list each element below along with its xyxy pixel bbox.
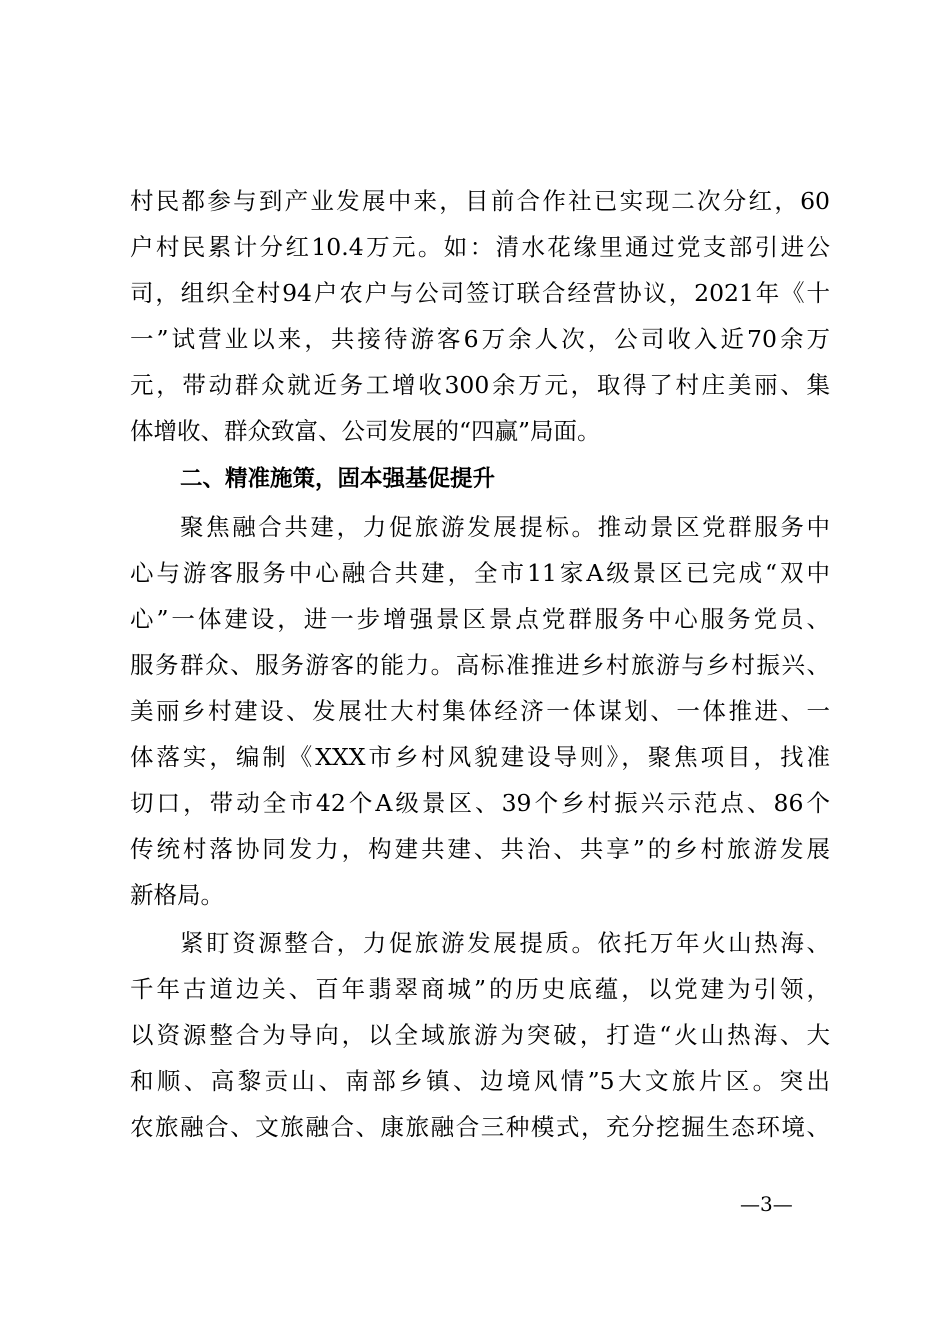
body-text-line: 切口，带动全市42个A级景区、39个乡村振兴示范点、86个 (130, 789, 830, 817)
body-text-line: 新格局。 (130, 881, 224, 909)
body-text-line: 农旅融合、文旅融合、康旅融合三种模式，充分挖掘生态环境、 (130, 1113, 830, 1141)
body-text-line: 司，组织全村94户农户与公司签订联合经营协议，2021年《十 (130, 279, 830, 307)
page-number: —3— (740, 1192, 793, 1216)
body-text-line: 心”一体建设，进一步增强景区景点党群服务中心服务党员、 (130, 605, 830, 633)
body-text-line: 户村民累计分红10.4万元。如：清水花缘里通过党支部引进公 (130, 233, 830, 261)
body-text-line: 体落实，编制《XXX市乡村风貌建设导则》，聚焦项目，找准 (130, 743, 830, 771)
body-text-line: 元，带动群众就近务工增收300余万元，取得了村庄美丽、集 (130, 371, 830, 399)
body-text-line: 紧盯资源整合，力促旅游发展提质。依托万年火山热海、 (180, 929, 830, 957)
body-text-line: 以资源整合为导向，以全域旅游为突破，打造“火山热海、大 (130, 1021, 830, 1049)
body-text-line: 体增收、群众致富、公司发展的“四赢”局面。 (130, 417, 601, 445)
body-text-line: 心与游客服务中心融合共建，全市11家A级景区已完成“双中 (130, 559, 830, 587)
body-text-line: 村民都参与到产业发展中来，目前合作社已实现二次分红，60 (130, 187, 830, 215)
section-heading: 二、精准施策，固本强基促提升 (180, 466, 496, 492)
body-text-line: 传统村落协同发力，构建共建、共治、共享”的乡村旅游发展 (130, 835, 830, 863)
body-text-line: 千年古道边关、百年翡翠商城”的历史底蕴，以党建为引领， (130, 975, 830, 1003)
body-text-line: 和顺、高黎贡山、南部乡镇、边境风情”5大文旅片区。突出 (130, 1067, 830, 1095)
body-text-line: 美丽乡村建设、发展壮大村集体经济一体谋划、一体推进、一 (130, 697, 830, 725)
body-text-line: 一”试营业以来，共接待游客6万余人次，公司收入近70余万 (130, 325, 830, 353)
body-text-line: 聚焦融合共建，力促旅游发展提标。推动景区党群服务中 (180, 513, 830, 541)
body-text-line: 服务群众、服务游客的能力。高标准推进乡村旅游与乡村振兴、 (130, 651, 830, 679)
